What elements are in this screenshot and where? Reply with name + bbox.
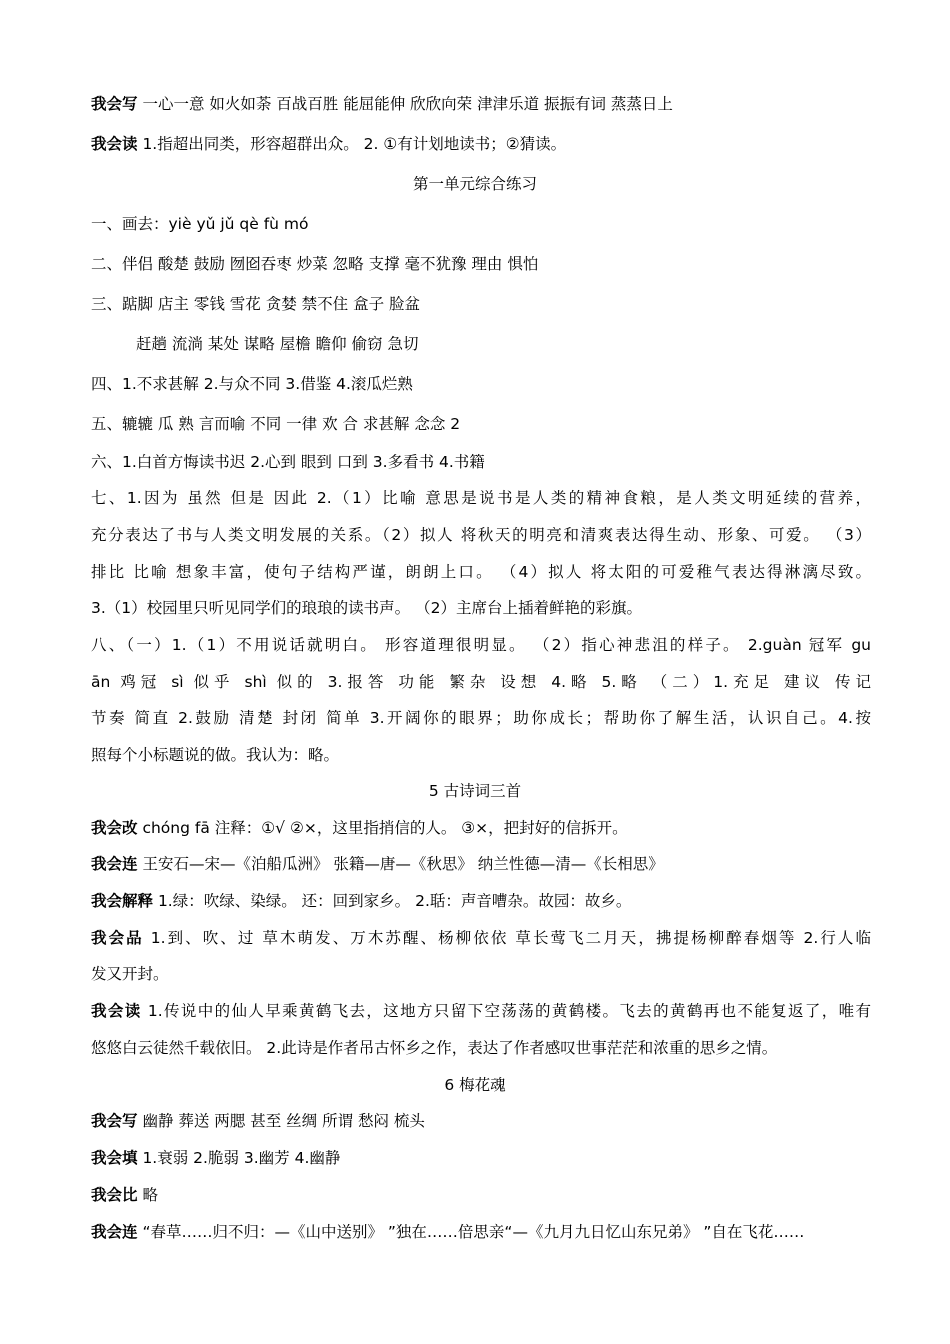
line-10: 六、1.白首方悔读书迟 2.心到 眼到 口到 3.多看书 4.书籍 [91,453,485,471]
line-label: 我会品 [91,929,144,947]
section-heading: 第一单元综合练习 [412,175,537,193]
line-label: 我会解释 [91,892,154,910]
line-28 [91,1110,871,1132]
line-label: 我会改 [91,819,138,837]
line-7-indented: 赶趟 流淌 某处 谋略 屋檐 瞻仰 偷窃 急切 [136,335,419,353]
line-20 [91,817,871,839]
line-label: 我会写 [91,1112,138,1130]
line-9: 五、辘辘 瓜 熟 言而喻 不同 一律 欢 合 求甚解 念念 2 [91,415,461,433]
line-text: 王安石—宋—《泊船瓜洲》 张籍—唐—《秋思》 纳兰性德—清—《长相思》 [137,855,664,873]
line-5: 二、伴侣 酸楚 鼓励 囫囵吞枣 炒菜 忽略 支撑 毫不犹豫 理由 惧怕 [91,255,539,273]
line-14: 3.（1）校园里只听见同学们的琅琅的读书声。 （2）主席台上插着鲜艳的彩旗。 [91,599,642,617]
line-13: 排比 比喻 想象丰富，使句子结构严谨，朗朗上口。 （4）拟人 将太阳的可爱稚气表达得淋漓尽致。 [91,563,871,581]
line-label: 我会写 [91,95,138,113]
line-15: 八、（一）1.（1）不用说话就明白。 形容道理很明显。 （2）指心神悲沮的样子。 2.guàn 冠军 gu [91,636,871,654]
line-text: “春草……归不归：—《山中送别》 ”独在……倍思亲“—《九月九日忆山东兄弟》 ”自在飞花…… [137,1223,805,1241]
line-label: 我会填 [91,1149,138,1167]
line-text: 1.到、吹、过 草木萌发、万木苏醒、杨柳依依 草长莺飞二月天，拂提杨柳醉春烟等 2.行人临 [143,929,871,947]
line-text: 略 [137,1186,158,1204]
line-12: 充分表达了书与人类文明发展的关系。（2）拟人 将秋天的明亮和清爽表达得生动、形象、可爱。 （3） [91,526,871,544]
line-text: 1.传说中的仙人早乘黄鹤飞去，这地方只留下空荡荡的黄鹤楼。飞去的黄鹤再也不能复返了，唯有 [141,1002,871,1020]
line-text: 1.衰弱 2.脆弱 3.幽芳 4.幽静 [137,1149,341,1167]
line-2 [91,133,871,155]
line-label: 我会读 [91,1002,142,1020]
line-label: 我会连 [91,1223,138,1241]
line-label: 我会比 [91,1186,138,1204]
line-8: 四、1.不求甚解 2.与众不同 3.借鉴 4.滚瓜烂熟 [91,375,413,393]
line-23 [91,927,871,949]
line-29 [91,1147,871,1169]
line-text: 1.绿：吹绿、染绿。 还：回到家乡。 2.聒：声音嘈杂。故园：故乡。 [153,892,632,910]
line-4: 一、画去：yiè yǔ jǔ qè fù mó [91,215,309,233]
line-22 [91,890,871,912]
line-text: 幽静 葬送 两腮 甚至 丝绸 所谓 愁闷 梳头 [137,1112,425,1130]
line-text: 1.指超出同类，形容超群出众。 2. ①有计划地读书；②猜读。 [137,135,567,153]
line-label: 我会连 [91,855,138,873]
line-30 [91,1184,871,1206]
line-17: 节奏 简直 2.鼓励 清楚 封闭 简单 3.开阔你的眼界；助你成长；帮助你了解生活，认识自己。4.按 [91,709,871,727]
section-heading: 5 古诗词三首 [428,782,522,800]
line-21 [91,853,871,875]
line-1 [91,93,871,115]
line-25 [91,1000,871,1022]
line-text: 一心一意 如火如荼 百战百胜 能屈能伸 欣欣向荣 津津乐道 振振有词 蒸蒸日上 [137,95,673,113]
line-11: 七、1.因为 虽然 但是 因此 2.（1）比喻 意思是说书是人类的精神食粮，是人类文明延续的营养， [91,489,871,507]
line-26: 悠悠白云徒然千载依旧。 2.此诗是作者吊古怀乡之作，表达了作者感叹世事茫茫和浓重的思乡之情。 [91,1039,778,1057]
line-16: ān 鸡冠 sì 似乎 shì 似的 3.报答 功能 繁杂 设想 4.略 5.略 （二）1.充足 建议 传记 [91,673,871,691]
line-6: 三、踮脚 店主 零钱 雪花 贪婪 禁不住 盒子 脸盆 [91,295,420,313]
line-31 [91,1221,871,1243]
line-18: 照每个小标题说的做。我认为：略。 [91,746,340,764]
line-text: chóng fā 注释：①√ ②×，这里指捎信的人。 ③×，把封好的信拆开。 [137,819,628,837]
line-24: 发又开封。 [91,965,169,983]
line-label: 我会读 [91,135,138,153]
section-heading: 6 梅花魂 [444,1076,506,1094]
